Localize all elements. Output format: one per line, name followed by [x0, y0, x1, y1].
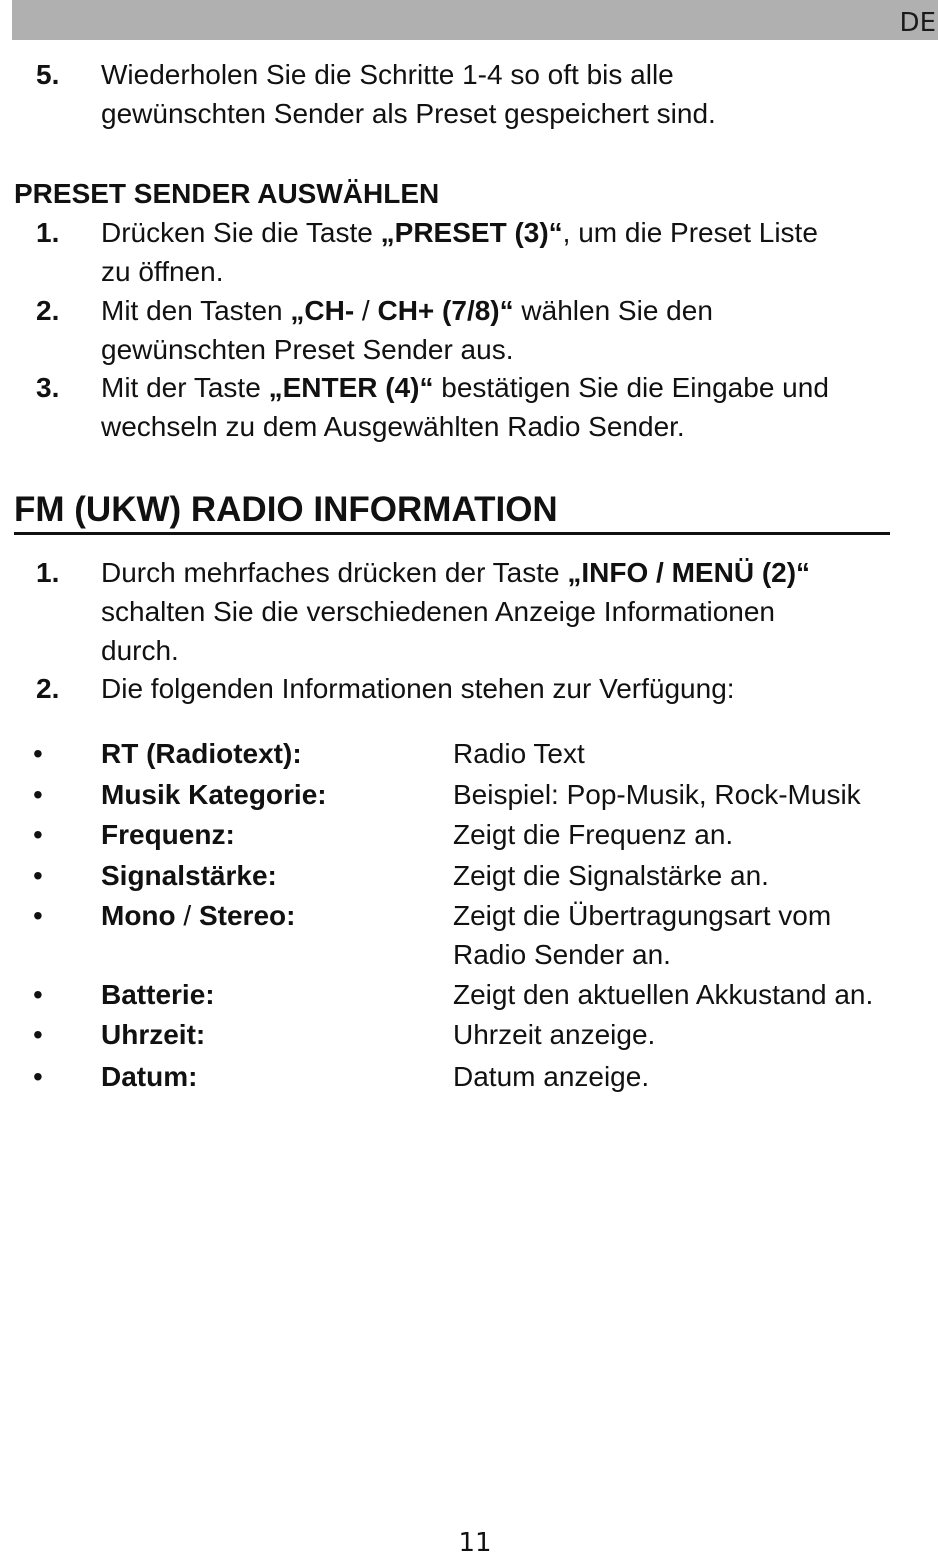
step-text: Mit der Taste „ENTER (4)“ bestätigen Sie die Eingabe und wechseln zu dem Ausgewählten Radio Sender.: [101, 372, 829, 442]
info-label: Frequenz:: [101, 819, 235, 850]
bullet-icon: •: [33, 900, 43, 931]
info-label: Signalstärke:: [101, 860, 277, 891]
info-value: Datum anzeige.: [453, 1061, 650, 1092]
step-text: Die folgenden Informationen stehen zur Verfügung:: [101, 673, 735, 704]
info-value: Zeigt die Signalstärke an.: [453, 860, 769, 891]
step-number: 2.: [36, 295, 60, 326]
info-label: Batterie:: [101, 979, 215, 1010]
page-number: 11: [458, 1528, 492, 1558]
step-number: 1.: [36, 217, 60, 248]
bullet-icon: •: [33, 1061, 43, 1092]
info-value: Beispiel: Pop-Musik, Rock-Musik: [453, 779, 861, 810]
step-text: Mit den Tasten „CH- / CH+ (7/8)“ wählen Sie den gewünschten Preset Sender aus.: [101, 295, 713, 365]
header-bar: [12, 0, 938, 40]
info-value: Zeigt den aktuellen Akkustand an.: [453, 979, 874, 1010]
info-value: Zeigt die Frequenz an.: [453, 819, 734, 850]
step-text: Wiederholen Sie die Schritte 1-4 so oft bis alle gewünschten Sender als Preset gespeichert sind.: [101, 59, 716, 129]
info-label: Datum:: [101, 1061, 198, 1092]
step-number: 5.: [36, 59, 60, 90]
bullet-icon: •: [33, 738, 43, 769]
step-number: 3.: [36, 372, 60, 403]
step-number: 1.: [36, 557, 60, 588]
info-value: Radio Text: [453, 738, 585, 769]
info-label: Musik Kategorie:: [101, 779, 327, 810]
bullet-icon: •: [33, 860, 43, 891]
preset-heading: PRESET SENDER AUSWÄHLEN: [14, 178, 440, 209]
bullet-icon: •: [33, 979, 43, 1010]
info-value: Uhrzeit anzeige.: [453, 1019, 656, 1050]
language-tag: DE: [899, 8, 936, 38]
bullet-icon: •: [33, 1019, 43, 1050]
step-text: Durch mehrfaches drücken der Taste „INFO / MENÜ (2)“ schalten Sie die verschiedenen Anzeige Informationen durch.: [101, 557, 811, 666]
info-label: Uhrzeit:: [101, 1019, 206, 1050]
bullet-icon: •: [33, 779, 43, 810]
info-value: Zeigt die Übertragungsart vom Radio Sender an.: [453, 900, 832, 970]
info-label: RT (Radiotext):: [101, 738, 302, 769]
step-text: Drücken Sie die Taste „PRESET (3)“, um die Preset Liste zu öffnen.: [101, 217, 818, 287]
step-number: 2.: [36, 673, 60, 704]
info-label: Mono / Stereo:: [101, 900, 296, 931]
fm-section-title: FM (UKW) RADIO INFORMATION: [14, 488, 890, 535]
bullet-icon: •: [33, 819, 43, 850]
